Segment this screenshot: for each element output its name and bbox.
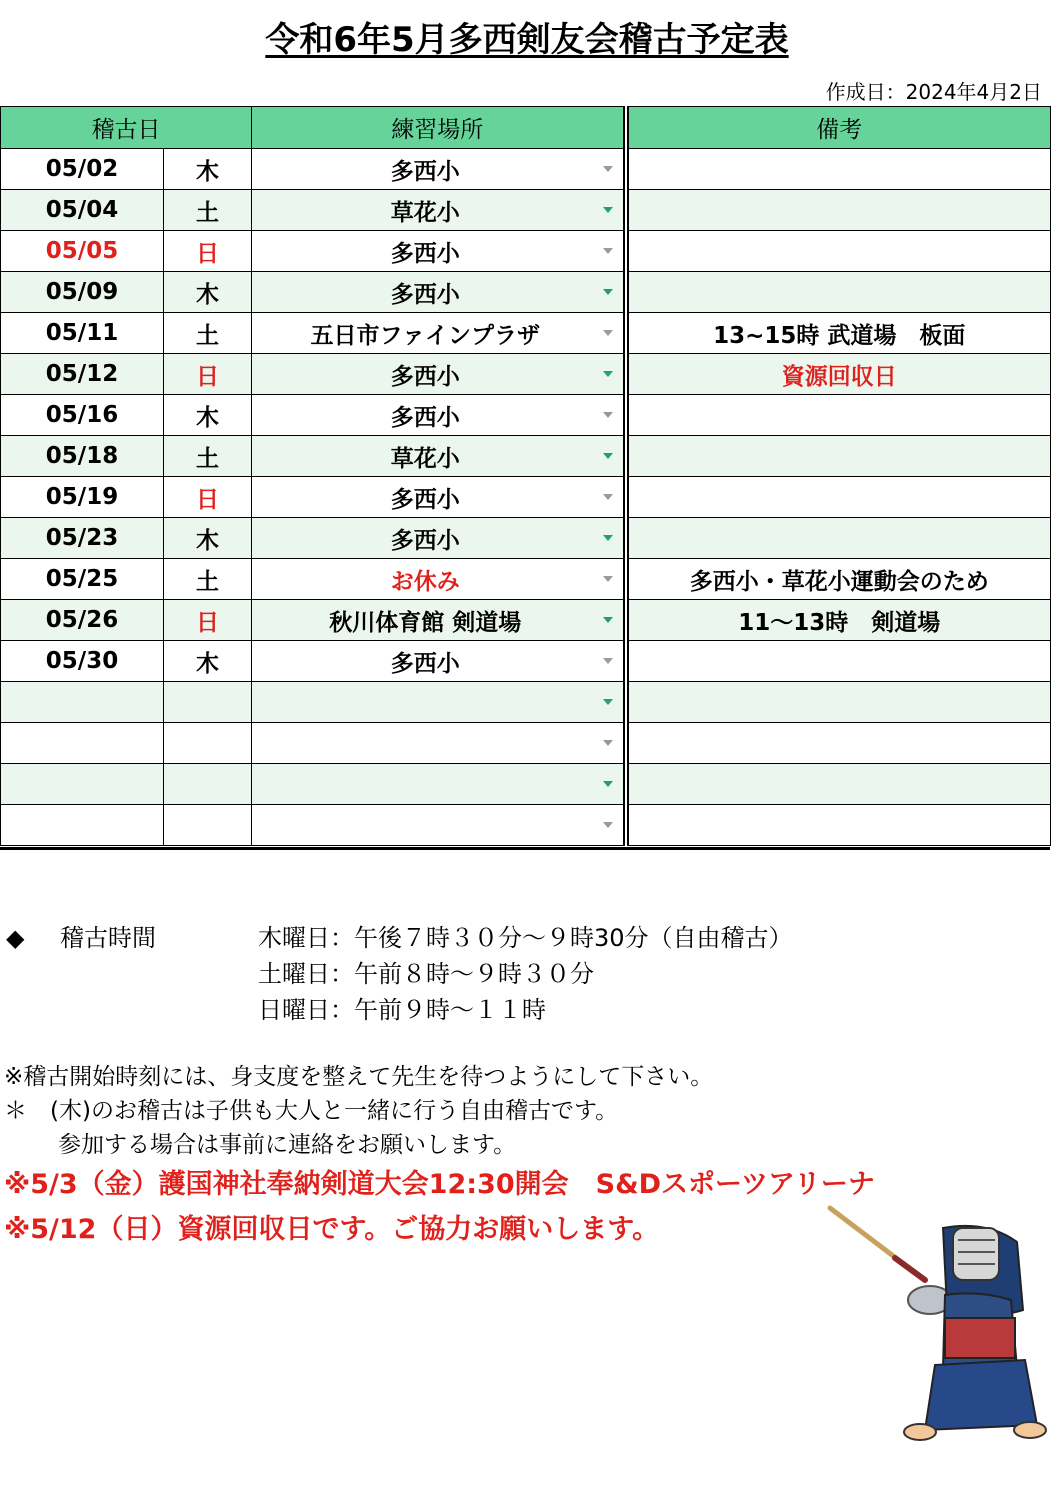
note-2: ＊ (木)のお稽古は子供も大人と一緒に行う自由稽古です。: [4, 1098, 619, 1124]
row-place-text: 多西小: [390, 650, 460, 677]
table-row: [1, 559, 1051, 600]
table-row: [1, 395, 1051, 436]
row-weekday: [164, 354, 252, 395]
row-note: [626, 641, 1051, 682]
row-weekday-text: 土: [196, 199, 219, 226]
row-place[interactable]: [252, 764, 626, 805]
row-date: [1, 600, 164, 641]
row-note-text: 資源回収日: [781, 363, 897, 390]
row-date-text: 05/05: [45, 238, 119, 264]
dropdown-arrow-icon[interactable]: [603, 658, 613, 664]
red-note-1: ※5/3（金）護国神社奉納剣道大会12:30開会 S&Dスポーツアリーナ: [4, 1169, 875, 1200]
row-place[interactable]: [252, 313, 626, 354]
row-date: [1, 313, 164, 354]
row-weekday-text: 木: [196, 650, 219, 677]
dropdown-arrow-icon[interactable]: [603, 166, 613, 172]
row-date: [1, 436, 164, 477]
row-date: [1, 559, 164, 600]
row-date: [1, 190, 164, 231]
row-weekday: [164, 764, 252, 805]
row-date: [1, 272, 164, 313]
row-note: [626, 764, 1051, 805]
row-weekday: [164, 436, 252, 477]
row-date-text: 05/16: [45, 402, 119, 428]
row-note: [626, 805, 1051, 846]
dropdown-arrow-icon[interactable]: [603, 699, 613, 705]
page-title: 令和6年5月多西剣友会稽古予定表: [265, 20, 789, 60]
row-place-text: 多西小: [390, 486, 460, 513]
row-weekday: [164, 559, 252, 600]
row-place-text: 五日市ファインプラザ: [310, 322, 541, 349]
row-weekday: [164, 641, 252, 682]
header-note: 備考: [626, 107, 1051, 149]
dropdown-arrow-icon[interactable]: [603, 248, 613, 254]
row-date: [1, 641, 164, 682]
dropdown-arrow-icon[interactable]: [603, 412, 613, 418]
practice-label: 稽古時間: [60, 924, 156, 952]
row-note-text: 11〜13時 剣道場: [738, 609, 941, 636]
row-weekday: [164, 723, 252, 764]
table-row: [1, 641, 1051, 682]
row-date: [1, 477, 164, 518]
dropdown-arrow-icon[interactable]: [603, 576, 613, 582]
practice-times: [6, 920, 1006, 1028]
dropdown-arrow-icon[interactable]: [603, 781, 613, 787]
row-date-text: 05/18: [45, 443, 119, 469]
table-row: [1, 436, 1051, 477]
row-weekday-text: 日: [196, 486, 219, 513]
kendo-player-illustration: [825, 1200, 1054, 1450]
row-date: [1, 149, 164, 190]
row-weekday: [164, 805, 252, 846]
row-note: [626, 149, 1051, 190]
row-weekday: [164, 231, 252, 272]
row-place[interactable]: [252, 641, 626, 682]
row-note: [626, 600, 1051, 641]
row-date-text: 05/19: [45, 484, 119, 510]
table-bottom-border: [0, 847, 1050, 850]
dropdown-arrow-icon[interactable]: [603, 330, 613, 336]
row-weekday-text: 土: [196, 445, 219, 472]
row-date: [1, 354, 164, 395]
row-place[interactable]: [252, 436, 626, 477]
row-place[interactable]: [252, 272, 626, 313]
red-note-2: ※5/12（日）資源回収日です。ご協力お願いします。: [4, 1214, 660, 1245]
row-date-text: 05/04: [45, 197, 119, 223]
row-place-text: 秋川体育館 剣道場: [329, 609, 522, 636]
table-row: [1, 723, 1051, 764]
row-place[interactable]: [252, 190, 626, 231]
dropdown-arrow-icon[interactable]: [603, 453, 613, 459]
table-row: [1, 805, 1051, 846]
row-date: [1, 518, 164, 559]
row-place[interactable]: [252, 354, 626, 395]
row-place[interactable]: [252, 231, 626, 272]
row-place-text: お休み: [390, 568, 460, 595]
row-place-text: 草花小: [390, 445, 460, 472]
row-weekday: [164, 518, 252, 559]
row-note: [626, 723, 1051, 764]
row-place[interactable]: [252, 723, 626, 764]
row-weekday: [164, 313, 252, 354]
bullet-diamond: ◆: [6, 924, 25, 952]
row-date: [1, 805, 164, 846]
dropdown-arrow-icon[interactable]: [603, 822, 613, 828]
dropdown-arrow-icon[interactable]: [603, 371, 613, 377]
dropdown-arrow-icon[interactable]: [603, 535, 613, 541]
dropdown-arrow-icon[interactable]: [603, 289, 613, 295]
row-note: [626, 436, 1051, 477]
row-note: [626, 477, 1051, 518]
row-date: [1, 395, 164, 436]
table-row: [1, 518, 1051, 559]
row-place[interactable]: [252, 682, 626, 723]
row-date-text: 05/11: [45, 320, 119, 346]
row-place[interactable]: [252, 805, 626, 846]
table-row: [1, 231, 1051, 272]
practice-thu: 木曜日：午後７時３０分〜９時30分（自由稽古）: [258, 924, 793, 952]
dropdown-arrow-icon[interactable]: [603, 494, 613, 500]
dropdown-arrow-icon[interactable]: [603, 740, 613, 746]
table-header-row: [1, 107, 1051, 149]
schedule-table: [0, 106, 1051, 846]
table-row: [1, 600, 1051, 641]
dropdown-arrow-icon[interactable]: [603, 617, 613, 623]
note-1: ※稽古開始時刻には、身支度を整えて先生を待つようにして下さい。: [4, 1064, 714, 1090]
row-weekday: [164, 682, 252, 723]
row-weekday-text: 木: [196, 527, 219, 554]
row-place-text: 多西小: [390, 240, 460, 267]
row-place[interactable]: [252, 477, 626, 518]
row-weekday: [164, 600, 252, 641]
header-place: 練習場所: [252, 107, 626, 149]
row-note: [626, 190, 1051, 231]
row-place-text: 多西小: [390, 527, 460, 554]
row-note: [626, 231, 1051, 272]
header-date: 稽古日: [1, 107, 252, 149]
table-row: [1, 313, 1051, 354]
row-weekday-text: 木: [196, 158, 219, 185]
table-row: [1, 477, 1051, 518]
row-weekday: [164, 272, 252, 313]
table-row: [1, 190, 1051, 231]
row-date-text: 05/26: [45, 607, 119, 633]
row-date-text: 05/12: [45, 361, 119, 387]
created-date: 作成日：2024年4月2日: [825, 80, 1042, 104]
row-place-text: 多西小: [390, 363, 460, 390]
row-date-text: 05/23: [45, 525, 119, 551]
row-note: [626, 272, 1051, 313]
row-note-text: 13~15時 武道場 板面: [713, 322, 966, 349]
row-place[interactable]: [252, 149, 626, 190]
row-note: [626, 313, 1051, 354]
row-date-text: 05/30: [45, 648, 119, 674]
row-weekday: [164, 190, 252, 231]
row-weekday: [164, 395, 252, 436]
table-row: [1, 764, 1051, 805]
row-date-text: 05/02: [45, 156, 119, 182]
table-row: [1, 149, 1051, 190]
row-note: [626, 395, 1051, 436]
row-note: [626, 682, 1051, 723]
row-weekday-text: 土: [196, 568, 219, 595]
row-place[interactable]: [252, 600, 626, 641]
row-weekday-text: 木: [196, 281, 219, 308]
row-place-text: 多西小: [390, 281, 460, 308]
row-date: [1, 764, 164, 805]
row-note: [626, 354, 1051, 395]
row-weekday-text: 日: [196, 240, 219, 267]
note-3: 参加する場合は事前に連絡をお願いします。: [58, 1132, 517, 1158]
row-weekday: [164, 477, 252, 518]
row-place-text: 草花小: [390, 199, 460, 226]
row-date: [1, 231, 164, 272]
practice-sat: 土曜日：午前８時〜９時３０分: [258, 960, 594, 988]
row-note: [626, 518, 1051, 559]
row-date: [1, 682, 164, 723]
row-weekday-text: 土: [196, 322, 219, 349]
row-place-text: 多西小: [390, 158, 460, 185]
row-place[interactable]: [252, 518, 626, 559]
table-row: [1, 682, 1051, 723]
row-weekday-text: 日: [196, 609, 219, 636]
row-weekday-text: 日: [196, 363, 219, 390]
row-date-text: 05/09: [45, 279, 119, 305]
row-weekday-text: 木: [196, 404, 219, 431]
row-weekday: [164, 149, 252, 190]
row-date-text: 05/25: [45, 566, 119, 592]
practice-sun: 日曜日：午前９時〜１１時: [258, 996, 546, 1024]
table-row: [1, 354, 1051, 395]
dropdown-arrow-icon[interactable]: [603, 207, 613, 213]
row-place-text: 多西小: [390, 404, 460, 431]
row-note: [626, 559, 1051, 600]
row-date: [1, 723, 164, 764]
table-row: [1, 272, 1051, 313]
row-place[interactable]: [252, 559, 626, 600]
row-place[interactable]: [252, 395, 626, 436]
row-note-text: 多西小・草花小運動会のため: [689, 568, 989, 595]
